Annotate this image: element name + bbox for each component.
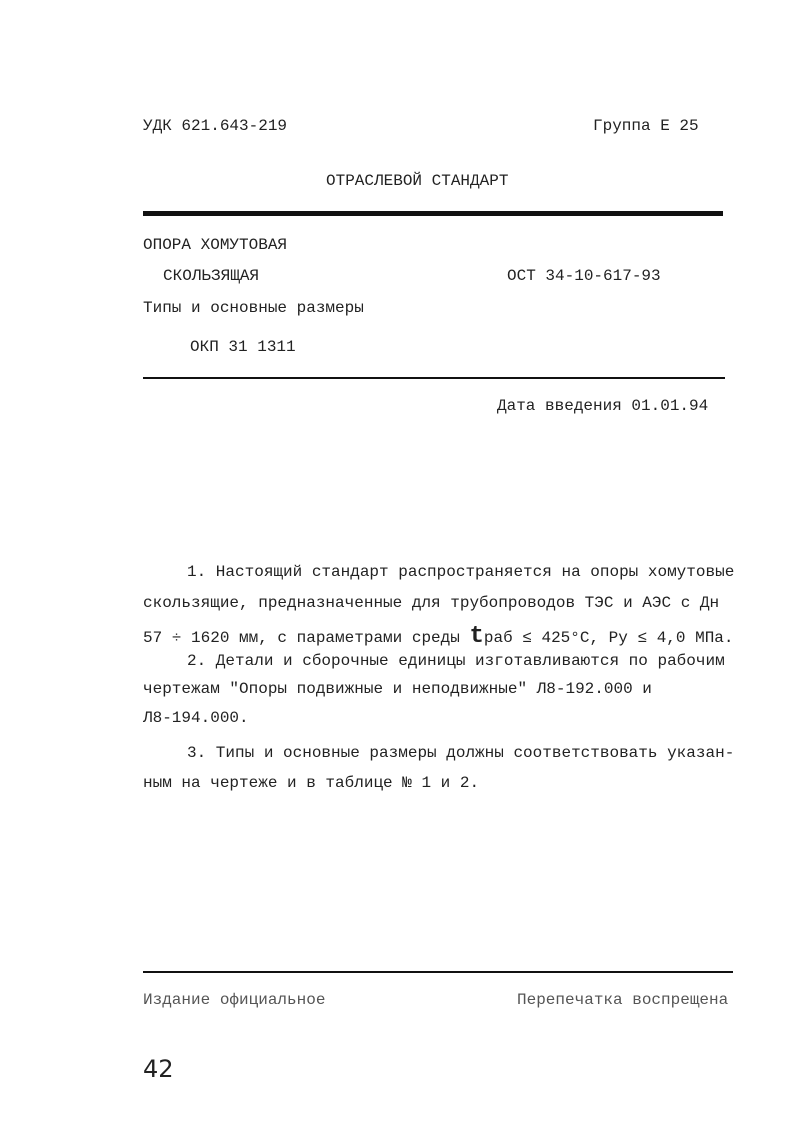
thick-divider — [143, 211, 723, 216]
paragraph-2-line: Л8-194.000. — [143, 709, 249, 727]
p1-line3-a: 57 ÷ 1620 мм, с параметрами среды — [143, 629, 470, 647]
subtitle: Типы и основные размеры — [143, 299, 364, 317]
paragraph-3-line: ным на чертеже и в таблице № 1 и 2. — [143, 774, 480, 792]
paragraph-2-line: чертежам "Опоры подвижные и неподвижные" Л8-192.000 и — [143, 680, 652, 698]
paragraph-1-line: скользящие, предназначенные для трубопроводов ТЭС и АЭС с Дн — [143, 594, 720, 612]
paragraph-3-line: 3. Типы и основные размеры должны соответствовать указан- — [187, 744, 735, 762]
okp-code: ОКП 31 1311 — [190, 338, 296, 356]
group-code: Группа Е 25 — [593, 117, 699, 135]
page-number: 42 — [143, 1055, 174, 1083]
title-line2: СКОЛЬЗЯЩАЯ — [163, 267, 260, 285]
paragraph-2-line: 2. Детали и сборочные единицы изготавливаются по рабочим — [187, 652, 725, 670]
title-line1: ОПОРА ХОМУТОВАЯ — [143, 236, 288, 254]
p1-line3-b: раб ≤ 425°С, Ру ≤ 4,0 МПа. — [483, 629, 734, 647]
divider — [143, 377, 725, 379]
effective-date: Дата введения 01.01.94 — [497, 397, 709, 415]
footer-official-edition: Издание официальное — [143, 991, 326, 1009]
t-symbol: t — [469, 623, 484, 650]
footer-reprint-notice: Перепечатка воспрещена — [517, 991, 729, 1009]
footer-divider — [143, 971, 733, 973]
paragraph-1-line: 1. Настоящий стандарт распространяется на опоры хомутовые — [187, 563, 735, 581]
standard-type: ОТРАСЛЕВОЙ СТАНДАРТ — [326, 172, 509, 190]
designation: ОСТ 34-10-617-93 — [507, 267, 661, 285]
paragraph-1-line — [143, 623, 734, 650]
udk-code: УДК 621.643-219 — [143, 117, 288, 135]
